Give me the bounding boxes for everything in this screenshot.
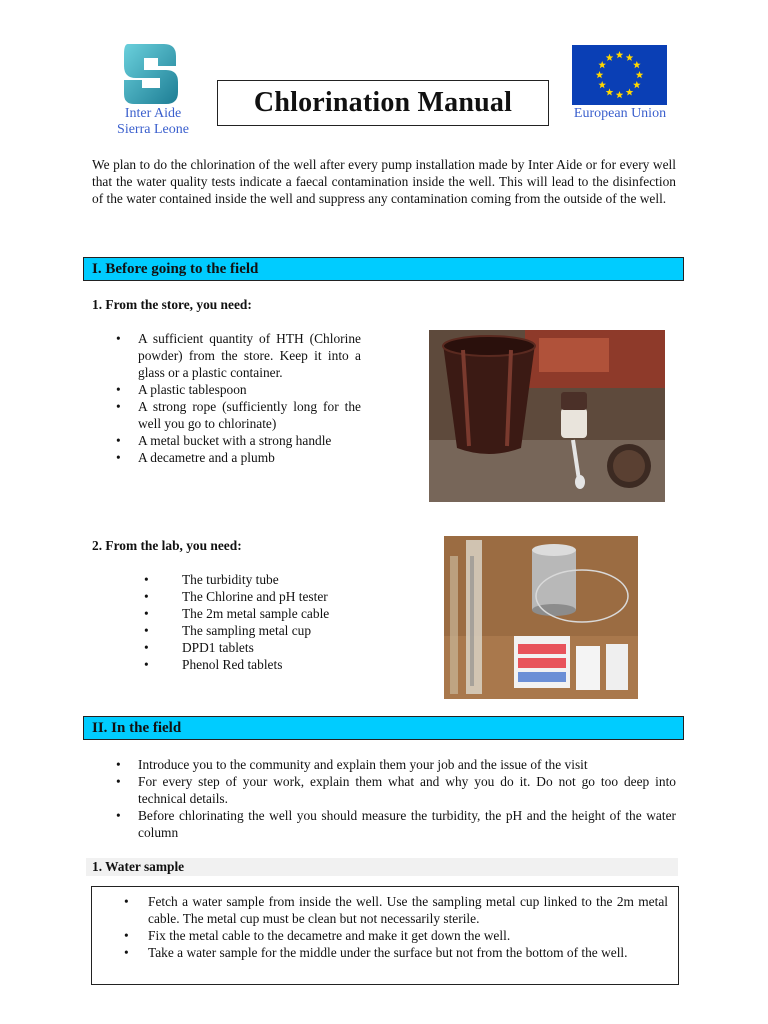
- bullet: •: [116, 399, 121, 414]
- list-item: [120, 927, 668, 944]
- eu-flag-icon: [572, 45, 667, 105]
- eu-star-icon: [596, 71, 604, 78]
- eu-star-icon: [606, 88, 614, 95]
- bullet: •: [116, 450, 121, 465]
- list-item: [112, 773, 676, 807]
- list-item-text: Take a water sample for the middle under the surface but not from the bottom of the well.: [148, 945, 628, 960]
- bullet: •: [124, 945, 129, 960]
- list-item: [120, 944, 668, 961]
- org-name-line1: Inter Aide: [124, 106, 182, 121]
- store-list: [112, 330, 361, 466]
- section-heading-in-field: [83, 716, 684, 740]
- inter-aide-logo-icon: [120, 40, 182, 108]
- org-name-line2: Sierra Leone: [117, 122, 189, 137]
- list-item-text: Introduce you to the community and explain them your job and the issue of the visit: [138, 757, 588, 772]
- list-item-text: Fetch a water sample from inside the well. Use the sampling metal cup linked to the 2m metal cable. The metal cup must be clean but not necessarily sterile.: [148, 894, 668, 926]
- list-item-text: A decametre and a plumb: [138, 450, 275, 465]
- eu-star-icon: [616, 51, 624, 58]
- list-item-text: The sampling metal cup: [182, 623, 312, 638]
- list-item-text: A strong rope (sufficiently long for the well you go to chlorinate): [138, 399, 361, 431]
- list-item-text: Fix the metal cable to the decametre and make it get down the well.: [148, 928, 511, 943]
- bullet: •: [144, 606, 149, 621]
- bullet: •: [144, 657, 149, 672]
- list-item-text: The 2m metal sample cable: [182, 606, 330, 621]
- list-item: [140, 588, 440, 605]
- list-item-text: For every step of your work, explain them what and why you do it. Do not go too deep into technical details.: [138, 774, 676, 806]
- list-item: [120, 893, 668, 927]
- list-item: [112, 807, 676, 841]
- bullet: •: [116, 433, 121, 448]
- eu-star-icon: [598, 61, 606, 68]
- eu-star-icon: [626, 54, 634, 61]
- bullet: •: [144, 589, 149, 604]
- bullet: •: [144, 623, 149, 638]
- section-heading-before-field: [83, 257, 684, 281]
- water-sample-list: [120, 893, 668, 961]
- intro-paragraph: We plan to do the chlorination of the well after every pump installation made by Inter Aide or for every well that the water quality tests indicate a faecal contamination inside the well. This will lead to the disinfection of the water contained inside the well and suppress any contamination coming from the outside of the well.: [92, 157, 676, 206]
- eu-star-icon: [633, 81, 641, 88]
- lab-subheading: 2. From the lab, you need:: [92, 538, 242, 553]
- bullet: •: [116, 382, 121, 397]
- eu-star-icon: [633, 61, 641, 68]
- list-item-text: Phenol Red tablets: [182, 657, 283, 672]
- list-item: [112, 398, 361, 432]
- lab-equipment-photo: [444, 536, 638, 699]
- bullet: •: [116, 774, 121, 789]
- bullet: •: [116, 808, 121, 823]
- water-sample-heading-text: 1. Water sample: [92, 859, 185, 874]
- page-title: Chlorination Manual: [253, 87, 513, 118]
- list-item-text: The Chlorine and pH tester: [182, 589, 328, 604]
- eu-label: European Union: [573, 106, 667, 121]
- list-item-text: A sufficient quantity of HTH (Chlorine powder) from the store. Keep it into a glass or a plastic container.: [138, 331, 361, 380]
- list-item-text: A plastic tablespoon: [138, 382, 247, 397]
- list-item: [112, 381, 361, 398]
- org-name: [100, 106, 206, 138]
- list-item-text: The turbidity tube: [182, 572, 279, 587]
- bullet: •: [124, 894, 129, 909]
- eu-star-icon: [636, 71, 644, 78]
- bullet: •: [116, 331, 121, 346]
- list-item: [112, 330, 361, 381]
- section-heading-text: I. Before going to the field: [92, 260, 259, 277]
- lab-list: [140, 571, 440, 673]
- title-box: [217, 80, 549, 126]
- list-item: [140, 622, 440, 639]
- bullet: •: [116, 757, 121, 772]
- field-list: [112, 756, 676, 841]
- bullet: •: [144, 640, 149, 655]
- bullet: •: [124, 928, 129, 943]
- list-item: [140, 639, 440, 656]
- list-item: [112, 756, 676, 773]
- eu-star-icon: [626, 88, 634, 95]
- eu-star-icon: [616, 91, 624, 98]
- list-item: [112, 449, 361, 466]
- list-item: [140, 656, 440, 673]
- list-item: [112, 432, 361, 449]
- list-item-text: DPD1 tablets: [182, 640, 254, 655]
- list-item-text: Before chlorinating the well you should measure the turbidity, the pH and the height of the water column: [138, 808, 676, 840]
- list-item: [140, 605, 440, 622]
- list-item-text: A metal bucket with a strong handle: [138, 433, 332, 448]
- section-heading-text: II. In the field: [92, 719, 182, 736]
- eu-star-icon: [598, 81, 606, 88]
- eu-star-icon: [606, 54, 614, 61]
- store-equipment-photo: [429, 330, 665, 502]
- bullet: •: [144, 572, 149, 587]
- list-item: [140, 571, 440, 588]
- water-sample-subheading: [86, 858, 678, 876]
- store-subheading: 1. From the store, you need:: [92, 297, 252, 312]
